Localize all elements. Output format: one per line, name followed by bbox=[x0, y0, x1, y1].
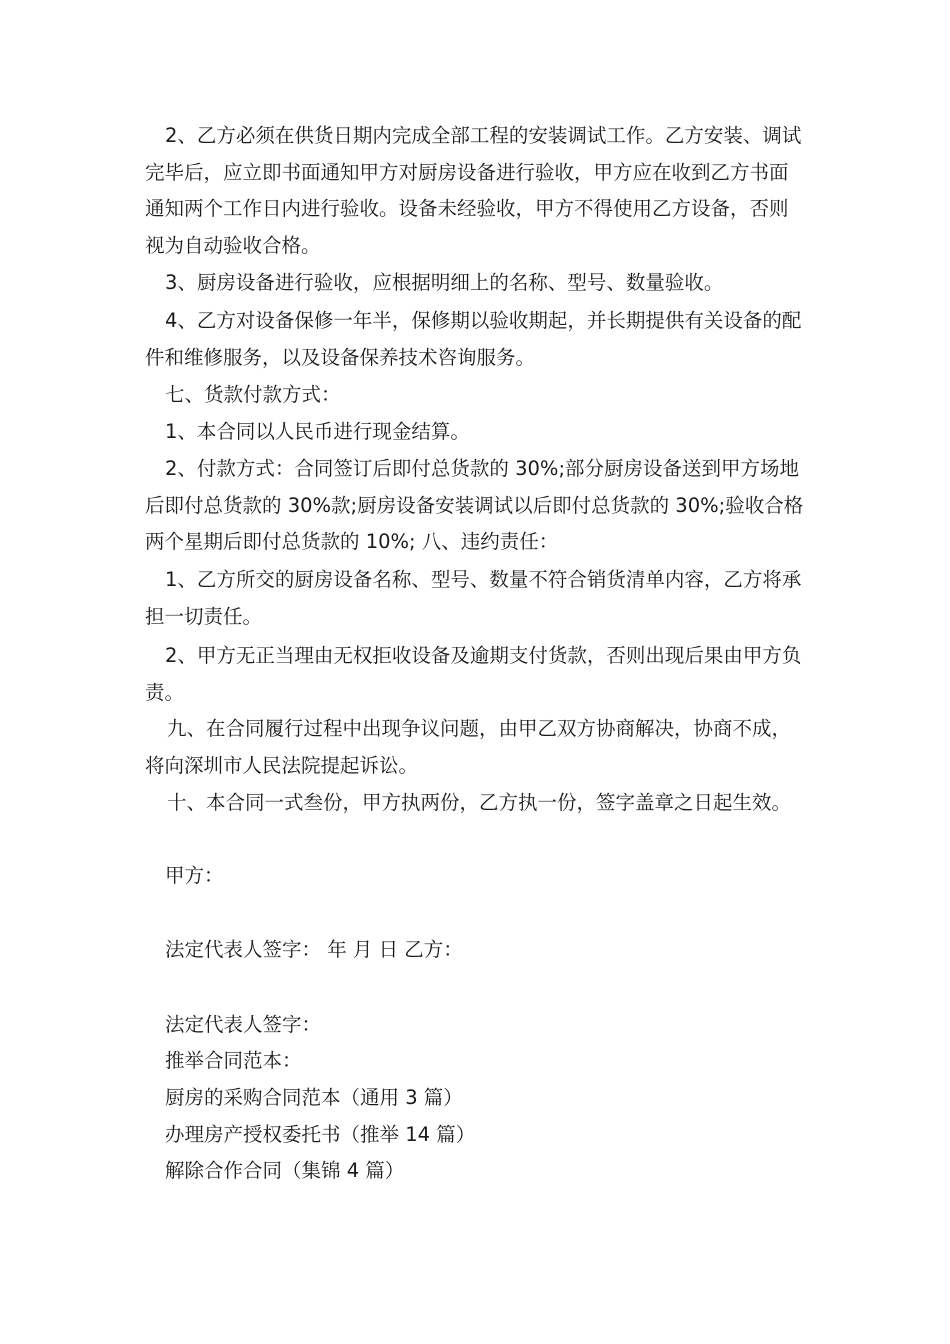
recommended-item-1: 厨房的采购合同范本（通用 3 篇） bbox=[165, 1086, 463, 1109]
clause-4-warranty: 4、乙方对设备保修一年半，保修期以验收期起，并长期提供有关设备的配件和维修服务，以及设备保养技术咨询服务。 bbox=[145, 309, 802, 369]
breach-clause-2: 2、甲方无正当理由无权拒收设备及逾期支付货款，否则出现后果由甲方负责。 bbox=[145, 644, 802, 704]
recommended-item-2: 办理房产授权委托书（推举 14 篇） bbox=[165, 1123, 476, 1146]
section-7-heading: 七、货款付款方式： bbox=[165, 383, 341, 406]
section-10-copies: 十、本合同一式叁份，甲方执两份，乙方执一份，签字盖章之日起生效。 bbox=[167, 791, 792, 814]
breach-clause-1: 1、乙方所交的厨房设备名称、型号、数量不符合销货清单内容，乙方将承担一切责任。 bbox=[145, 568, 802, 628]
clause-2-payment-method: 2、付款方式：合同签订后即付总货款的 30%;部分厨房设备送到甲方场地后即付总货款的 30%款;厨房设备安装调试以后即付总货款的 30%;验收合格两个星期后即付总货款的 10%; 八、违约责任： bbox=[145, 457, 804, 553]
clause-1-currency: 1、本合同以人民币进行现金结算。 bbox=[165, 420, 470, 443]
party-a-label: 甲方： bbox=[165, 864, 224, 887]
signature-line-a: 法定代表人签字： 年 月 日 乙方： bbox=[165, 938, 463, 961]
signature-line-b: 法定代表人签字： bbox=[165, 1013, 322, 1036]
clause-3-acceptance: 3、厨房设备进行验收，应根据明细上的名称、型号、数量验收。 bbox=[165, 271, 724, 294]
recommended-item-3: 解除合作合同（集锦 4 篇） bbox=[165, 1159, 405, 1182]
clause-2-installation: 2、乙方必须在供货日期内完成全部工程的安装调试工作。乙方安装、调试完毕后，应立即书面通知甲方对厨房设备进行验收，甲方应在收到乙方书面通知两个工作日内进行验收。设备未经验收，甲方不得使用乙方设备，否则视为自动验收合格。 bbox=[145, 124, 802, 257]
section-9-disputes: 九、在合同履行过程中出现争议问题，由甲乙双方协商解决，协商不成，将向深圳市人民法院提起诉讼。 bbox=[145, 717, 792, 777]
recommended-heading: 推举合同范本： bbox=[165, 1049, 302, 1072]
